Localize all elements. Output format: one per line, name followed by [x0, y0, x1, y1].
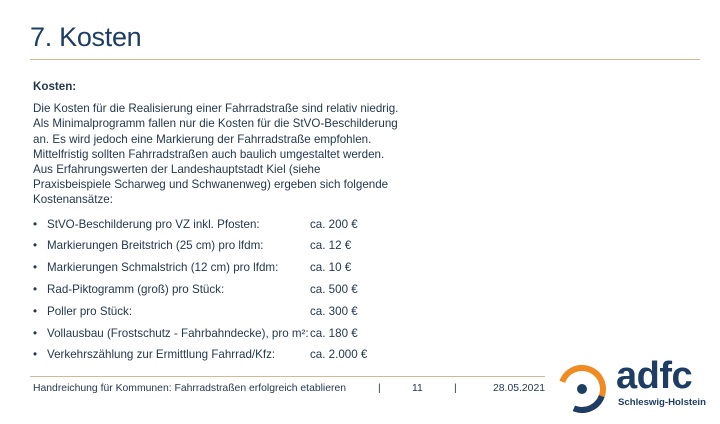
footer: [33, 383, 548, 397]
bullet: •: [33, 261, 38, 275]
paragraph-line: Aus Erfahrungswerten der Landeshauptstadt Kiel (siehe: [33, 163, 321, 177]
paragraph-line: Mittelfristig sollten Fahrradstraßen auch baulich umgestaltet werden.: [33, 147, 385, 161]
list-item: [33, 279, 413, 301]
bullet: •: [33, 304, 38, 318]
footer-title: Handreichung für Kommunen: Fahrradstraßen erfolgreich etablieren: [33, 383, 347, 394]
cost-item-price: ca. 180 €: [310, 326, 358, 340]
list-item: [33, 323, 413, 345]
section-heading: Kosten:: [33, 80, 77, 93]
cost-item-label: StVO-Beschilderung pro VZ inkl. Pfosten:: [47, 217, 260, 231]
list-item: [33, 235, 413, 257]
intro-paragraph: [33, 101, 413, 207]
footer-date: 28.05.2021: [493, 383, 546, 394]
cost-item-label: Vollausbau (Frostschutz - Fahrbahndecke), pro m²:: [47, 326, 309, 340]
paragraph-line: an. Es wird jedoch eine Markierung der Fahrradstraße empfohlen.: [33, 132, 372, 146]
cost-item-label: Poller pro Stück:: [47, 304, 133, 318]
paragraph-line: Kostenansätze:: [33, 193, 113, 207]
bullet: •: [33, 283, 38, 297]
paragraph-line: Als Minimalprogramm fallen nur die Kosten für die StVO-Beschilderung: [33, 117, 398, 131]
cost-item-price: ca. 10 €: [310, 261, 352, 275]
logo-subtitle: Schleswig-Holstein: [618, 397, 706, 408]
cost-item-label: Verkehrszählung zur Ermittlung Fahrrad/Kfz:: [47, 348, 276, 362]
cost-item-price: ca. 300 €: [310, 304, 358, 318]
bullet: •: [33, 326, 38, 340]
bullet: •: [33, 239, 38, 253]
cost-item-price: ca. 12 €: [310, 239, 352, 253]
bullet: •: [33, 348, 38, 362]
list-item: [33, 344, 413, 366]
cost-item-label: Markierungen Breitstrich (25 cm) pro lfdm:: [47, 239, 264, 253]
cost-list: [33, 214, 413, 367]
list-item: [33, 301, 413, 323]
paragraph-line: Die Kosten für die Realisierung einer Fahrradstraße sind relativ niedrig.: [33, 102, 399, 116]
page-number: 11: [412, 383, 423, 394]
list-item: [33, 214, 413, 236]
cost-item-price: ca. 2.000 €: [310, 348, 368, 362]
footer-divider: [30, 376, 545, 377]
cost-item-label: Rad-Piktogramm (groß) pro Stück:: [47, 283, 225, 297]
cost-item-price: ca. 200 €: [310, 217, 358, 231]
footer-separator: |: [454, 383, 457, 394]
bullet: •: [33, 217, 38, 231]
adfc-logo: [556, 355, 706, 413]
cost-item-price: ca. 500 €: [310, 283, 358, 297]
title-divider: [30, 59, 700, 60]
adfc-ring-logo-icon: [556, 363, 610, 417]
content-area: [33, 79, 413, 366]
paragraph-line: Praxisbeispiele Scharweg und Schwanenweg) ergeben sich folgende: [33, 178, 389, 192]
footer-separator: |: [378, 383, 381, 394]
logo-wordmark: adfc: [616, 355, 693, 397]
slide-title: 7. Kosten: [30, 22, 142, 52]
cost-item-label: Markierungen Schmalstrich (12 cm) pro lfdm:: [47, 261, 279, 275]
list-item: [33, 257, 413, 279]
